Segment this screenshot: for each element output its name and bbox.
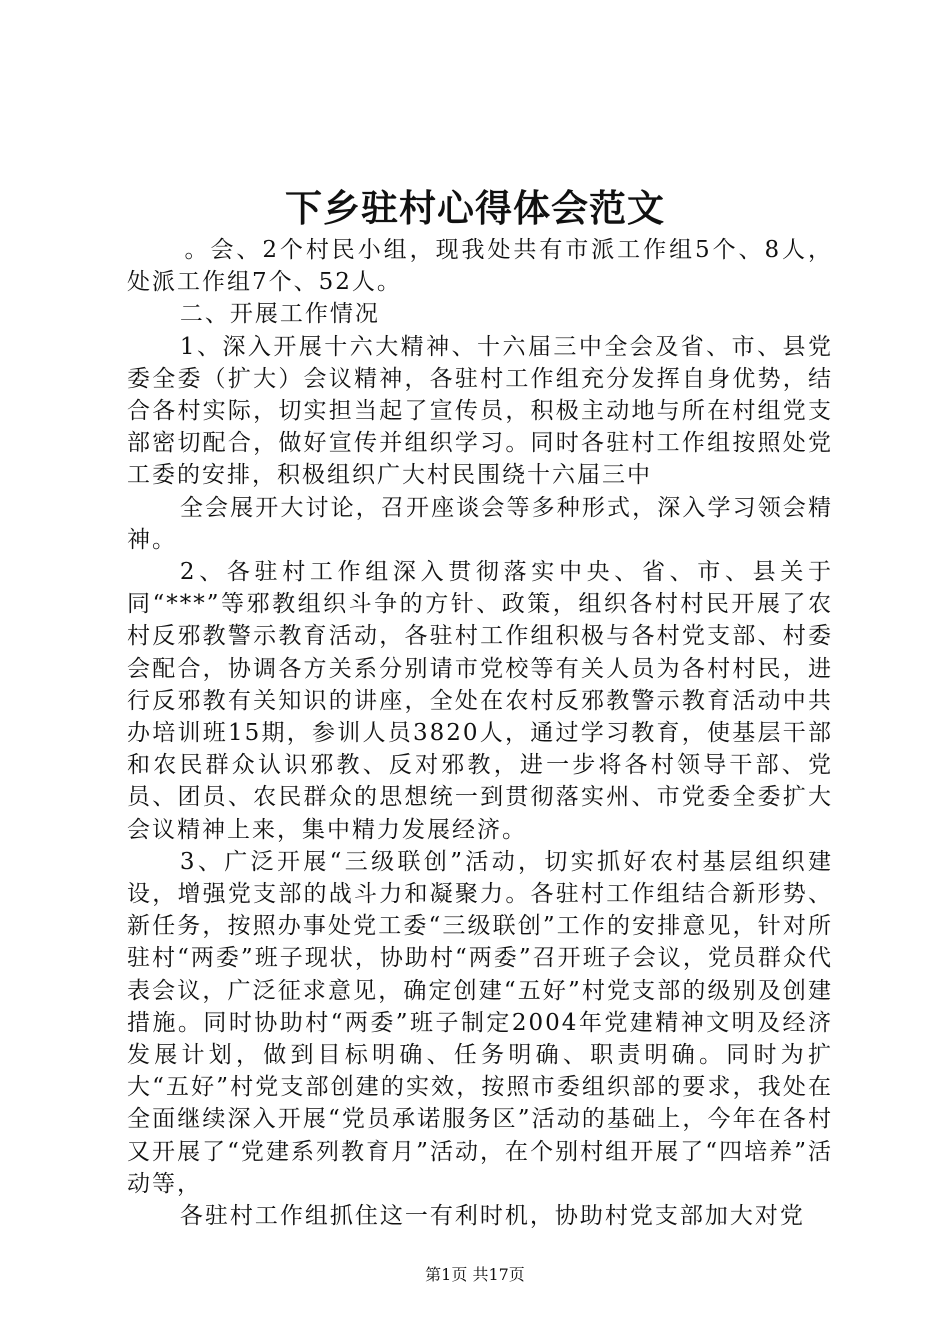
section-heading: 二、开展工作情况 <box>179 301 380 328</box>
paragraph: 全会展开大讨论，召开座谈会等多种形式，深入学习领会精神。 <box>127 494 833 553</box>
paragraph: 各驻村工作组抓住这一有利时机，协助村党支部加大对党 <box>179 1203 805 1230</box>
document-title: 下乡驻村心得体会范文 <box>285 186 665 230</box>
paragraph: 1、深入开展十六大精神、十六届三中全会及省、市、县党委全委（扩大）会议精神，各驻村工作组充分发挥自身优势，结合各村实际，切实担当起了宣传员，积极主动地与所在村组党支部密切配合，做好宣传并组织学习。同时各驻村工作组按照处党工委的安排，积极组织广大村民围绕十六届三中 <box>127 333 833 489</box>
paragraph: 3、广泛开展“三级联创”活动，切实抓好农村基层组织建设，增强党支部的战斗力和凝聚力。各驻村工作组结合新形势、新任务，按照办事处党工委“三级联创”工作的安排意见，针对所驻村“两委”班子现状，协助村“两委”召开班子会议，党员群众代表会议，广泛征求意见，确定创建“五好”村党支部的级别及创建措施。同时协助村“两委”班子制定2004年党建精神文明及经济发展计划，做到目标明确、任务明确、职责明确。同时为扩大“五好”村党支部创建的实效，按照市委组织部的要求，我处在全面继续深入开展“党员承诺服务区”活动的基础上，今年在各村又开展了“党建系列教育月”活动，在个别村组开展了“四培养”活动等， <box>127 848 833 1197</box>
paragraph: 2、各驻村工作组深入贯彻落实中央、省、市、县关于同“***”等邪教组织斗争的方针、政策，组织各村村民开展了农村反邪教警示教育活动，各驻村工作组积极与各村党支部、村委会配合，协调各方关系分别请市党校等有关人员为各村村民，进行反邪教有关知识的讲座，全处在农村反邪教警示教育活动中共办培训班15期，参训人员3820人，通过学习教育，使基层干部和农民群众认识邪教、反对邪教，进一步将各村领导干部、党员、团员、农民群众的思想统一到贯彻落实州、市党委全委扩大会议精神上来，集中精力发展经济。 <box>127 559 833 843</box>
page-footer: 第1页 共17页 <box>425 1265 525 1284</box>
paragraph: 。会、2个村民小组，现我处共有市派工作组5个、8人，处派工作组7个、52人。 <box>127 237 833 296</box>
document-body <box>127 234 833 1232</box>
